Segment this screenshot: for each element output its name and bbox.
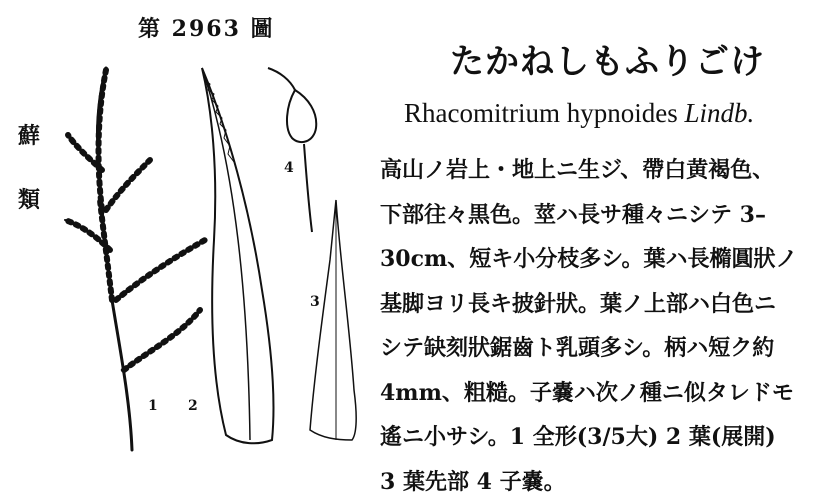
leaf-drawing [202, 68, 274, 443]
category-char: 蘚 [14, 104, 44, 168]
scientific-species-name [404, 98, 834, 129]
description-line: 基脚ヨリ長キ披針狀。葉ノ上部ハ白色ニ [380, 282, 835, 327]
description-line: 3 葉先部 4 子嚢。 [380, 460, 835, 504]
author-abbreviation: Lindb. [684, 98, 754, 128]
description-line: 下部往々黒色。莖ハ長サ種々ニシテ 3– [380, 193, 835, 238]
description-line: 30cm、短キ小分枝多シ。葉ハ長橢圓狀ノ [380, 237, 835, 282]
illustration-label-3: 3 [310, 294, 320, 310]
moss-illustration [40, 50, 370, 460]
description-line: 遙ニ小サシ。1 全形(3/5大) 2 葉(展開) [380, 415, 835, 460]
description-line: シテ缺刻狀鋸齒ト乳頭多シ。柄ハ短ク約 [380, 326, 835, 371]
illustration-label-4: 4 [284, 160, 294, 176]
capsule-drawing [268, 68, 316, 232]
category-char: 類 [14, 168, 44, 232]
leaf-tip-drawing [310, 200, 356, 440]
description-line: 高山ノ岩上・地上ニ生ジ、帶白黄褐色、 [380, 148, 835, 193]
japanese-species-name: たかねしもふりごけ [450, 34, 830, 83]
illustration-label-2: 2 [188, 398, 198, 414]
description-line: 4mm、粗糙。子嚢ハ次ノ種ニ似タレドモ [380, 371, 835, 416]
whole-plant-drawing [65, 68, 205, 450]
figure-number: 第 2963 圖 [138, 12, 275, 43]
genus-species: Rhacomitrium hypnoides [404, 98, 678, 128]
species-description [380, 148, 835, 504]
illustration-label-1: 1 [148, 398, 158, 414]
